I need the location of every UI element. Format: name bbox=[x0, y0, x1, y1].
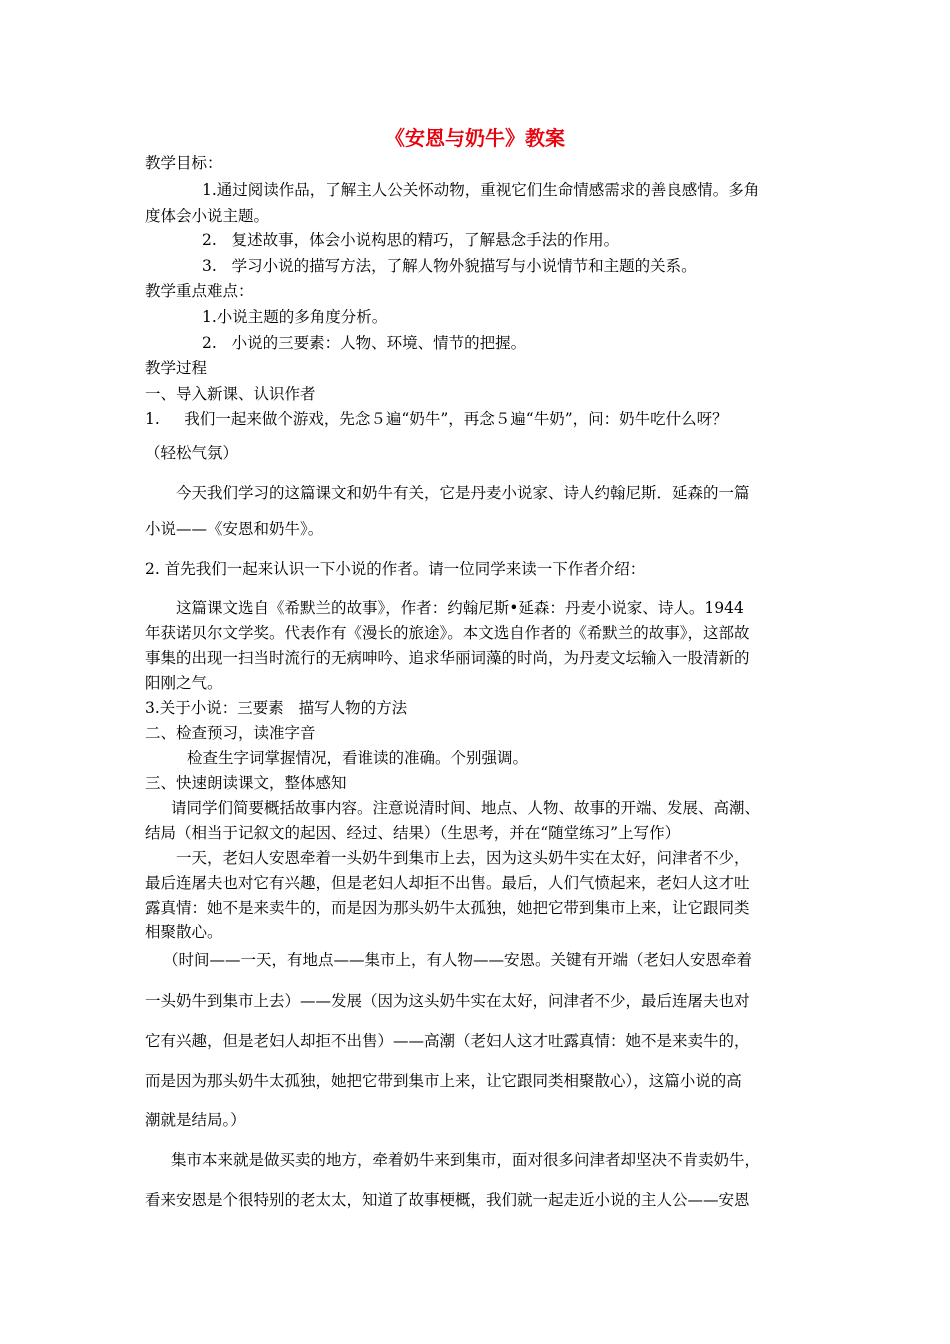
text-line: 3.关于小说：三要素 描写人物的方法 bbox=[145, 699, 408, 717]
text-line: 潮就是结局。） bbox=[145, 1111, 246, 1129]
text-line: 集市本来就是做买卖的地方，牵着奶牛来到集市，面对很多问津者却坚决不肯卖奶牛， bbox=[171, 1151, 761, 1169]
text-line: 今天我们学习的这篇课文和奶牛有关，它是丹麦小说家、诗人约翰尼斯．延森的一篇 bbox=[176, 484, 750, 502]
text-line: 它有兴趣，但是老妇人却拒不出售）——高潮（老妇人这才吐露真情：她不是来卖牛的， bbox=[145, 1032, 750, 1050]
text-line: （时间——一天，有地点——集市上，有人物——安恩。关键有开端（老妇人安恩牵着 bbox=[163, 951, 753, 969]
text-line: 一、导入新课、认识作者 bbox=[145, 385, 316, 403]
text-line: 阳刚之气。 bbox=[145, 674, 223, 692]
text-line: 3. 学习小说的描写方法，了解人物外貌描写与小说情节和主题的关系。 bbox=[202, 257, 697, 275]
text-line: 教学重点难点： bbox=[145, 282, 254, 300]
text-line: 相聚散心。 bbox=[145, 923, 223, 941]
text-line: 一头奶牛到集市上去）——发展（因为这头奶牛实在太好，问津者不少，最后连屠夫也对 bbox=[145, 992, 750, 1010]
text-line: 小说——《安恩和奶牛》。 bbox=[145, 520, 324, 538]
text-line: 事集的出现一扫当时流行的无病呻吟、追求华丽词藻的时尚，为丹麦文坛输入一股清新的 bbox=[145, 649, 750, 667]
text-line: 看来安恩是个很特别的老太太，知道了故事梗概，我们就一起走近小说的主人公——安恩 bbox=[145, 1191, 750, 1209]
text-line: 1.小说主题的多角度分析。 bbox=[202, 308, 388, 326]
text-line: 请同学们简要概括故事内容。注意说清时间、地点、人物、故事的开端、发展、高潮、 bbox=[171, 799, 761, 817]
text-line: 这篇课文选自《希默兰的故事》，作者：约翰尼斯•延森：丹麦小说家、诗人。1944 bbox=[176, 599, 744, 617]
text-line: 1.通过阅读作品，了解主人公关怀动物，重视它们生命情感需求的善良感情。多角 bbox=[202, 181, 760, 199]
text-line: 结局（相当于记叙文的起因、经过、结果）（生思考，并在“随堂练习”上写作） bbox=[145, 824, 681, 842]
text-line: 而是因为那头奶牛太孤独，她把它带到集市上来，让它跟同类相聚散心），这篇小说的高 bbox=[145, 1072, 742, 1090]
text-line: 年获诺贝尔文学奖。代表作有《漫长的旅途》。本文选自作者的《希默兰的故事》，这部故 bbox=[145, 624, 750, 642]
text-line: 露真情：她不是来卖牛的，而是因为那头奶牛太孤独，她把它带到集市上来，让它跟同类 bbox=[145, 899, 750, 917]
text-line: 2. 复述故事，体会小说构思的精巧，了解悬念手法的作用。 bbox=[202, 231, 620, 249]
text-line: 度体会小说主题。 bbox=[145, 207, 270, 225]
text-line: 1. 我们一起来做个游戏，先念５遍“奶牛”，再念５遍“牛奶”，问：奶牛吃什么呀？ bbox=[145, 410, 728, 428]
text-line: 一天，老妇人安恩牵着一头奶牛到集市上去，因为这头奶牛实在太好，问津者不少， bbox=[176, 849, 750, 867]
text-line: 教学目标： bbox=[145, 154, 223, 172]
text-line: 检查生字词掌握情况，看谁读的准确。个别强调。 bbox=[187, 749, 529, 767]
text-line: 二、检查预习，读准字音 bbox=[145, 724, 316, 742]
text-line: （轻松气氛） bbox=[145, 444, 239, 462]
text-line: 2. 小说的三要素：人物、环境、情节的把握。 bbox=[202, 334, 527, 352]
text-line: 教学过程 bbox=[145, 359, 208, 377]
text-line: 三、快速朗读课文，整体感知 bbox=[145, 774, 347, 792]
text-line: 最后连屠夫也对它有兴趣，但是老妇人却拒不出售。最后，人们气愤起来，老妇人这才吐 bbox=[145, 874, 750, 892]
page-title: 《安恩与奶牛》教案 bbox=[385, 126, 565, 150]
text-line: 2. 首先我们一起来认识一下小说的作者。请一位同学来读一下作者介绍： bbox=[145, 560, 646, 578]
